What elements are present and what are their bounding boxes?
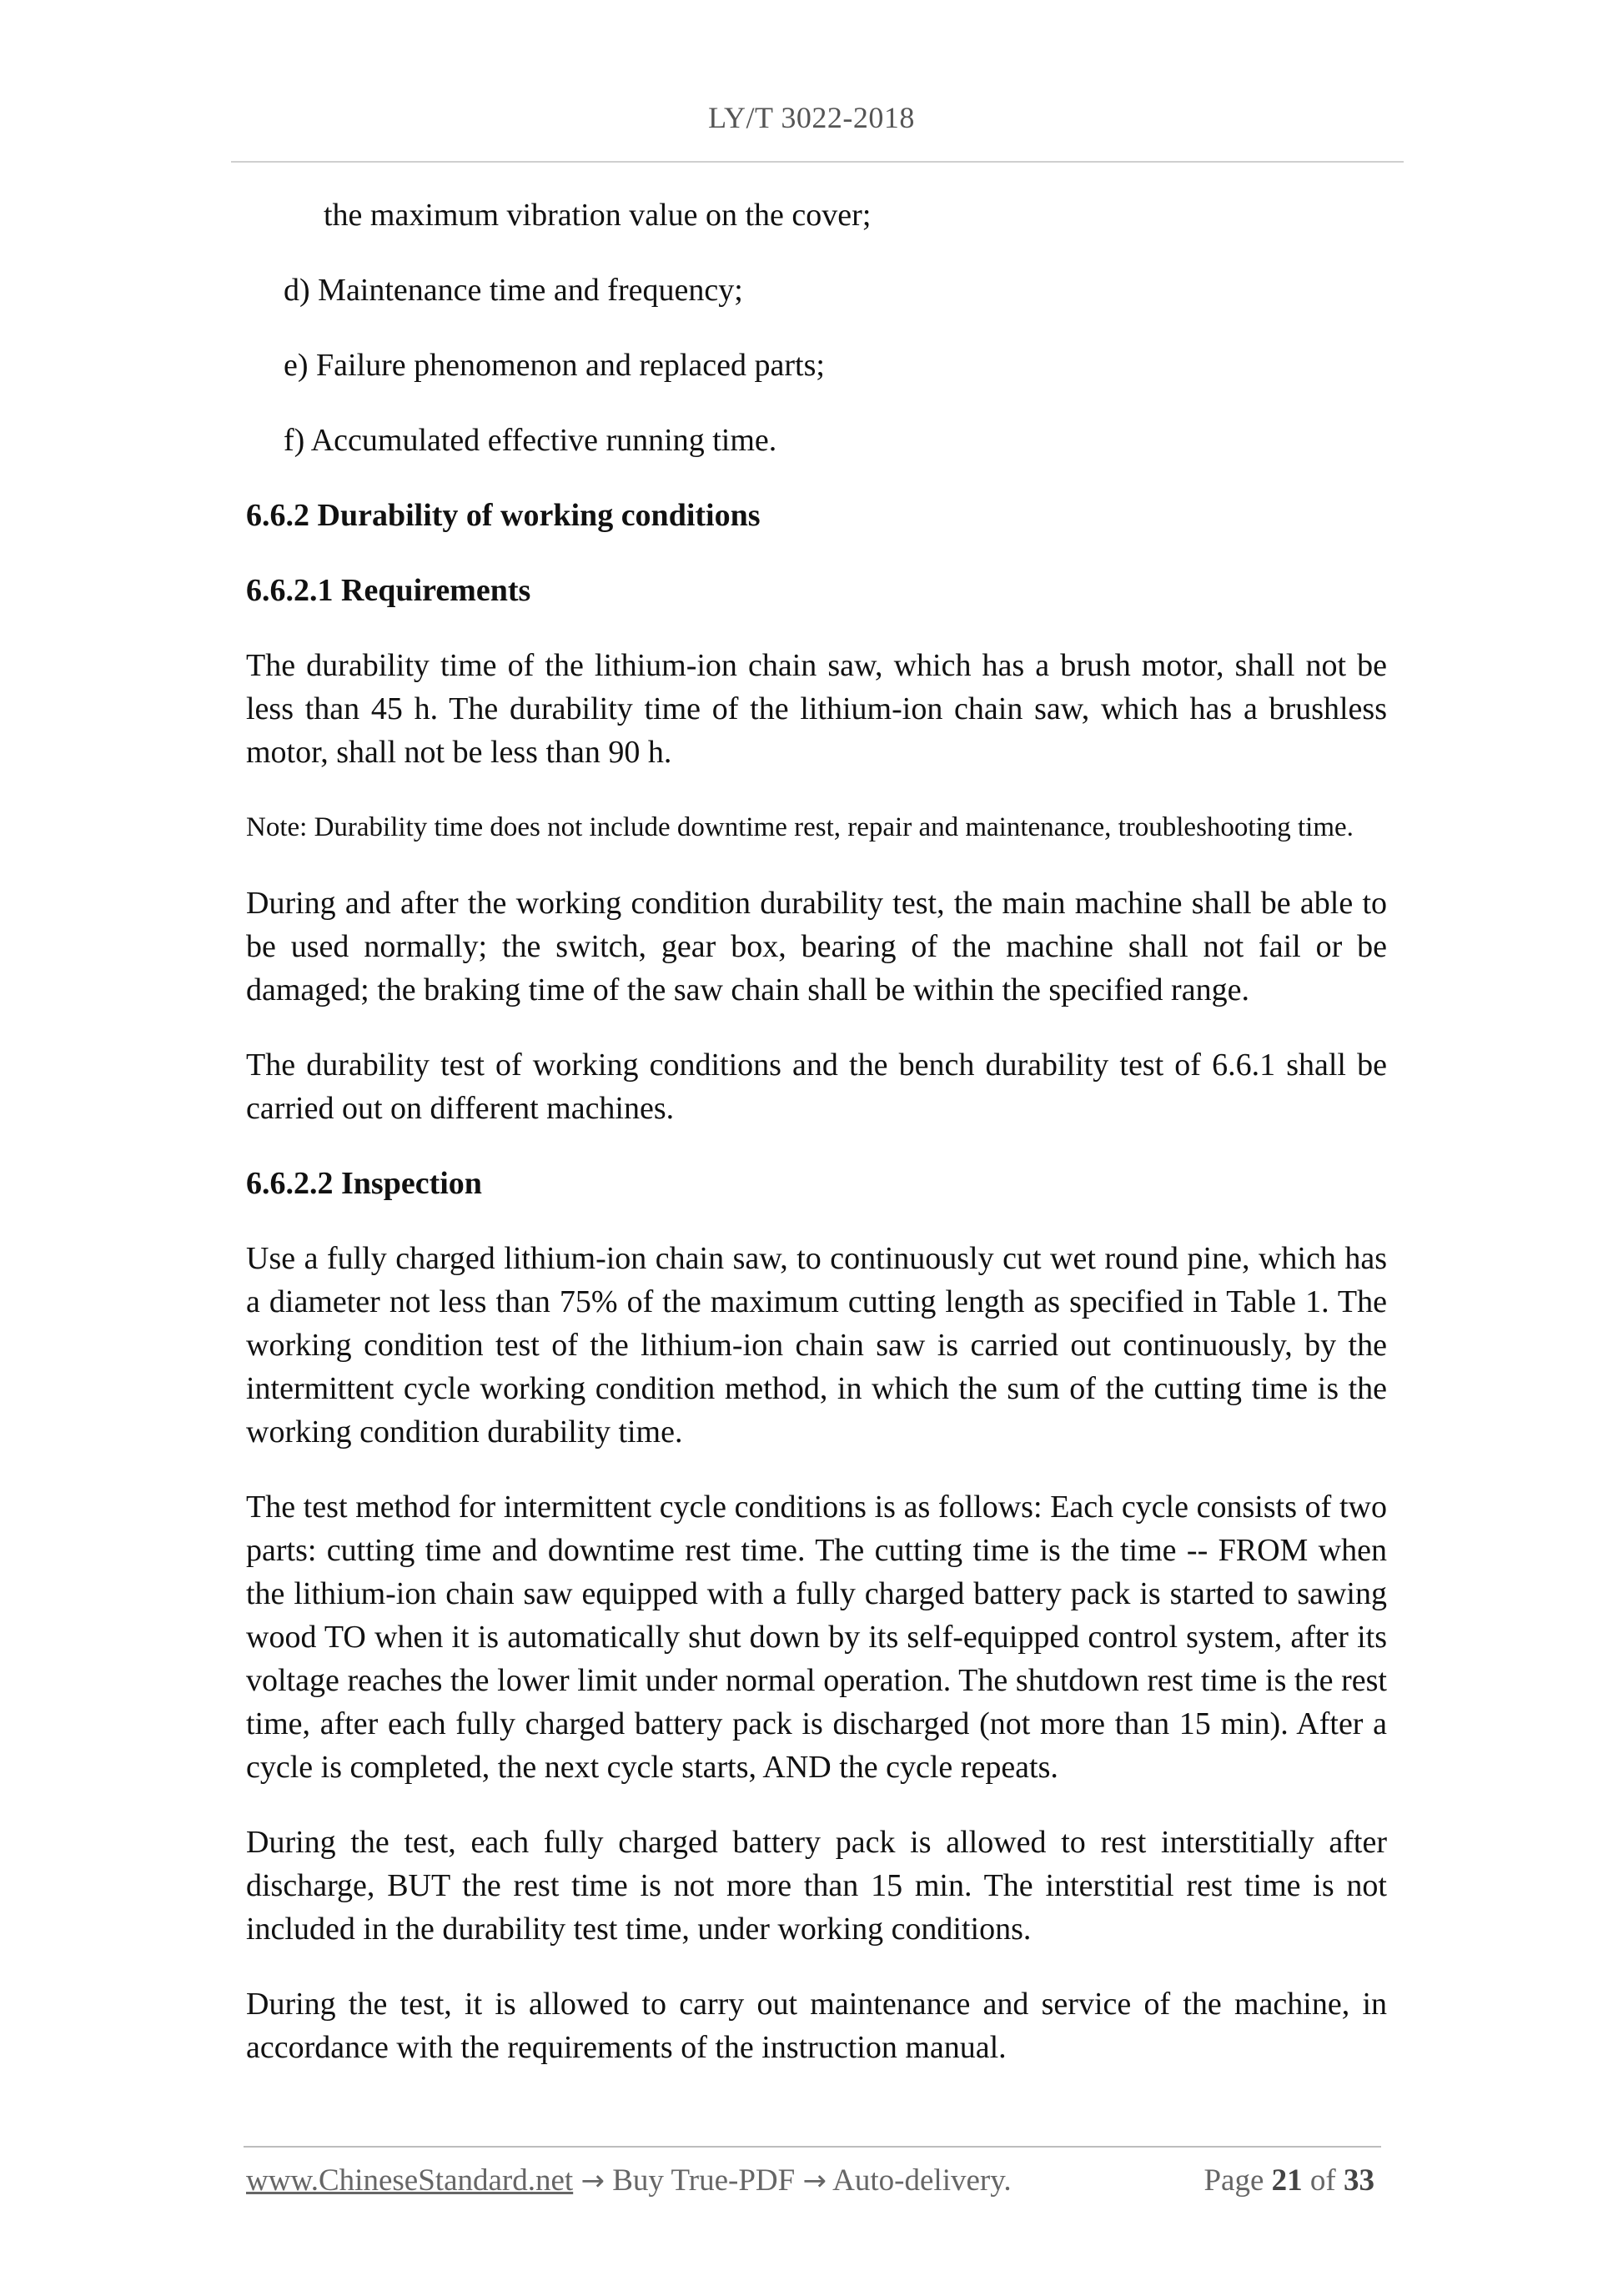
footer-divider — [244, 2146, 1381, 2148]
paragraph-requirement-durability-time: The durability time of the lithium-ion chain saw, which has a brush motor, shall not be less than 45 h. The durability time of the lithium-ion chain saw, which has a brushless motor, shall not be less than 90 h. — [246, 648, 1387, 770]
paragraph-requirement-normal-use: During and after the working condition durability test, the main machine shall be able to be used normally; the switch, gear box, bearing of the machine shall not fail or be damaged; the braking time of the saw chain shall be within the specified range. — [246, 886, 1387, 1007]
page-label: Page — [1203, 2163, 1264, 2198]
of-label: of — [1309, 2163, 1336, 2198]
list-item-e: e) Failure phenomenon and replaced parts; — [284, 348, 825, 383]
arrow-right-icon: → — [802, 2164, 827, 2198]
paragraph-inspection-method: Use a fully charged lithium-ion chain saw, to continuously cut wet round pine, which has a diameter not less than 75% of the maximum cutting length as specified in Table 1. The working condition test of the lithium-ion chain saw is carried out continuously, by the intermittent cycle working condition method, in which the sum of the cutting time is the working condition durability time. — [246, 1241, 1387, 1449]
arrow-right-icon: → — [580, 2164, 605, 2198]
paragraph-inspection-cycle: The test method for intermittent cycle conditions is as follows: Each cycle consists of two parts: cutting time and downtime rest time. The cutting time is the time -- FROM when the lithium-ion chain saw equipped with a fully charged battery pack is started to sawing wood TO when it is automatically shut down by its self-equipped control system, after its voltage reaches the lower limit under normal operation. The shutdown rest time is the rest time, after each fully charged battery pack is discharged (not more than 15 min). After a cycle is completed, the next cycle starts, AND the cycle repeats. — [246, 1490, 1387, 1785]
section-heading-6-6-2-1: 6.6.2.1 Requirements — [246, 573, 531, 608]
paragraph-inspection-maintenance: During the test, it is allowed to carry out maintenance and service of the machine, in accordance with the requirements of the instruction manual. — [246, 1987, 1387, 2065]
footer-promo — [246, 2156, 1012, 2206]
page-number: 21 — [1271, 2163, 1303, 2198]
list-item-f: f) Accumulated effective running time. — [284, 423, 777, 458]
header-divider — [231, 161, 1404, 163]
list-item-d: d) Maintenance time and frequency; — [284, 273, 743, 308]
paragraph-requirement-different-machines: The durability test of working conditions and the bench durability test of 6.6.1 shall be carried out on different machines. — [246, 1048, 1387, 1126]
list-item-continued: the maximum vibration value on the cover; — [324, 198, 872, 233]
page-body — [246, 193, 1387, 2101]
total-pages: 33 — [1344, 2163, 1374, 2198]
page-indicator — [1203, 2156, 1374, 2206]
document-code: LY/T 3022-2018 — [708, 101, 915, 134]
note-text: Note: Durability time does not include downtime rest, repair and maintenance, troubleshooting time. — [246, 812, 1354, 842]
auto-delivery-text: Auto-delivery. — [832, 2163, 1012, 2198]
section-heading-6-6-2: 6.6.2 Durability of working conditions — [246, 498, 761, 533]
paragraph-inspection-rest: During the test, each fully charged battery pack is allowed to rest interstitially after discharge, BUT the rest time is not more than 15 min. The interstitial rest time is not included in the durability test time, under working conditions. — [246, 1825, 1387, 1947]
site-link[interactable]: www.ChineseStandard.net — [246, 2163, 574, 2198]
page-footer — [246, 2156, 1380, 2206]
buy-true-pdf-text: Buy True-PDF — [612, 2163, 796, 2198]
section-heading-6-6-2-2: 6.6.2.2 Inspection — [246, 1166, 482, 1201]
